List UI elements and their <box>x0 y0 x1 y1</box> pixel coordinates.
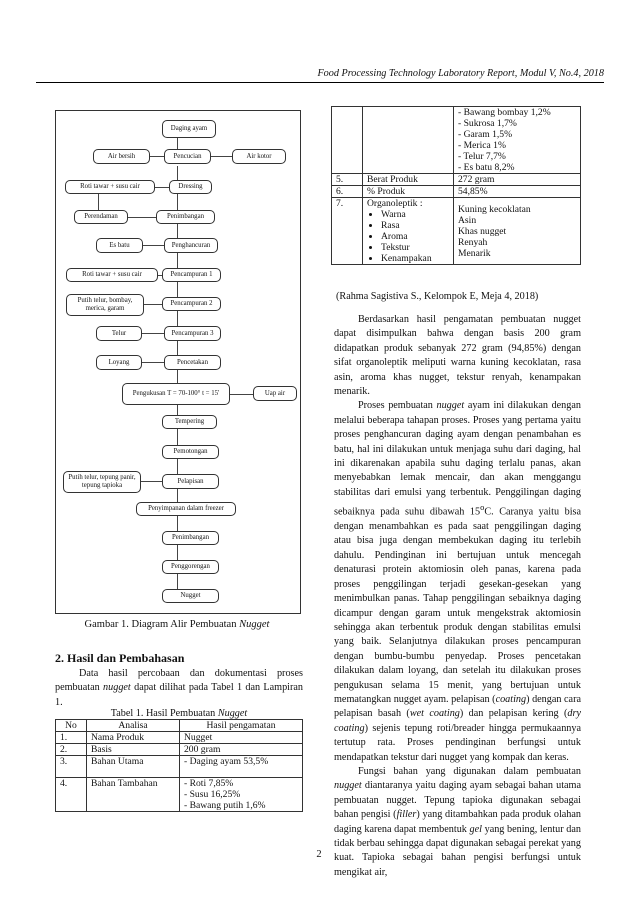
edge <box>142 362 164 363</box>
edge <box>141 481 162 482</box>
table-row: 2. Basis 200 gram <box>56 744 303 756</box>
edge <box>142 333 164 334</box>
list-item: - Bawang putih 1,6% <box>184 800 266 811</box>
paragraph: Berdasarkan hasil pengamatan pembuatan nugget dapat disimpulkan bahwa dengan basis 200 gram didapatkan produk sebanyak 272 gram (94,85%) dengan sifat organoleptik meliputi warna kuning kecoklatan, rasa asin, aroma khas nugget, tekstur renyah, kenampakan menarik. <box>334 314 581 398</box>
node-air-kotor: Air kotor <box>232 149 286 164</box>
list-item: - Es batu 8,2% <box>458 162 515 173</box>
results-table <box>55 719 303 812</box>
running-header: Food Processing Technology Laboratory Report, Modul V, No.4, 2018 <box>317 68 604 79</box>
table-row: 1. Nama Produk Nugget <box>56 732 303 744</box>
table-row: 6. % Produk 54,85% <box>332 186 581 198</box>
edge <box>150 156 164 157</box>
node-nugget: Nugget <box>162 589 219 603</box>
organoleptik-attributes <box>367 209 449 264</box>
intro-paragraph: Data hasil percobaan dan dokumentasi proses pembuatan nugget dapat dilihat pada Tabel 1 dan Lampiran 1. <box>55 668 304 708</box>
edge <box>177 515 178 532</box>
node-dressing: Dressing <box>169 180 212 194</box>
node-daging-ayam: Daging ayam <box>162 120 216 138</box>
edge <box>177 368 178 383</box>
list-item: - Bawang bombay 1,2% <box>458 107 551 118</box>
list-item: Khas nugget <box>458 225 507 237</box>
edge <box>177 572 178 590</box>
node-penimbangan-2: Penimbangan <box>162 531 219 545</box>
list-item: - Susu 16,25% <box>184 789 241 800</box>
node-pencucian: Pencucian <box>164 149 211 164</box>
edge <box>230 394 253 395</box>
figure-caption: Gambar 1. Diagram Alir Pembuatan Nugget <box>84 619 270 630</box>
node-telur: Telur <box>96 326 142 341</box>
node-penggorengan: Penggorengan <box>162 560 219 574</box>
node-pencampuran-1: Pencampuran 1 <box>162 268 221 282</box>
edge <box>143 245 164 246</box>
node-pemotongan: Pemotongan <box>162 445 219 459</box>
node-pencetakan: Pencetakan <box>164 355 221 370</box>
discussion-text <box>334 313 581 880</box>
table-row <box>332 107 581 174</box>
node-pencampuran-2: Pencampuran 2 <box>162 297 221 311</box>
edge <box>211 156 232 157</box>
list-item: Kuning kecoklatan <box>458 203 531 215</box>
col-analisa: Analisa <box>87 720 180 732</box>
node-perendaman: Perendaman <box>74 210 128 224</box>
list-item: - Roti 7,85% <box>184 778 234 789</box>
list-item: • Rasa <box>381 220 449 231</box>
list-item: • Warna <box>381 209 449 220</box>
col-hasil: Hasil pengamatan <box>180 720 303 732</box>
list-item: • Tekstur <box>381 242 449 253</box>
node-tempering: Tempering <box>162 415 217 429</box>
page-number: 2 <box>316 849 322 860</box>
table-row: 5. Berat Produk 272 gram <box>332 174 581 186</box>
list-item: Renyah <box>458 236 488 248</box>
node-putih-tepung: Putih telur, tepung panir, tepung tapioka <box>63 471 141 493</box>
node-roti-susu-1: Roti tawar + susu cair <box>65 180 155 194</box>
edge <box>144 304 162 305</box>
bahan-tambahan-list-cont <box>458 107 576 173</box>
node-loyang: Loyang <box>96 355 142 370</box>
list-item: - Garam 1,5% <box>458 129 513 140</box>
node-uap-air: Uap air <box>253 386 297 401</box>
paragraph: Fungsi bahan yang digunakan dalam pembuatan nugget diantaranya yaitu daging ayam sebagai bahan utama pembuatan nugget. Tepung tapioka digunakan sebagai bahan pengisi (filler) yang ditambahkan pada produk olahan daging karena dapat membentuk gel yang bening, lentur dan tidak berbau sehingga dapat digunakan sebagai perekat yang kuat. Tapioka sebagai bahan pengisi berfungsi untuk mengikat air, <box>334 765 582 878</box>
paragraph: Proses pembuatan nugget ayam ini dilakukan dengan melalui beberapa tahapan proses. Proses yang pertama yaitu proses penghancuran daging ayam dengan penambahan es batu, hal ini dilakukan untuk menjaga suhu dari daging, hal ini dikarenakan apabila suhu daging terlalu panas, akan menyebabkan lemak mencair, dan akan menggangu stabilitas dari emulsi yang terbentuk. Penggilingan daging sebaiknya pada suhu dibawah 15$^o$C. Caranya yaitu bisa dengan menambahkan es pada saat penggilingan daging atau bisa juga dengan membekukan daging itu terlebih dahulu. Pendinginan ini bertujuan untuk mencegah denaturasi protein aktomiosin oleh panas, karena pada proses penggilingan terjadi gesekan-gesekan yang menimbulkan panas. Tahap penggilingan sebaiknya daging dicampur dengan garam untuk mengekstrak aktomiosin sehingga akan terbentuk produk dengan stabilitas emulsi yang baik. Selanjutnya dilakukan proses pencampuran dengan bumbu-bumbu penyedap. Proses pencetakan dilakukan dalam loyang, dan setelah itu dilakukan proses pengukusan selama 15 menit, yang bertujuan untuk mematangkan nugget ayam. pelapisan (coating) dengan cara pelapisan basah (wet coating) dan pelapisan kering (dry coating) sejenis tepung roti/breader hingga permukaannya tertutup rata. Proses pendinginan berfungsi untuk mendapatkan tekstur dari nugget yang kompak dan keras. <box>334 400 582 763</box>
node-penghancuran: Penghancuran <box>164 238 218 253</box>
table-source: (Rahma Sagistiva S., Kelompok E, Meja 4, 2018) <box>336 291 539 302</box>
list-item: Menarik <box>458 247 491 259</box>
list-item: Asin <box>458 214 477 226</box>
node-es-batu: Es batu <box>96 238 143 253</box>
table-row: 3. Bahan Utama - Daging ayam 53,5% <box>56 756 303 778</box>
header-rule <box>36 82 604 83</box>
col-no: No <box>56 720 87 732</box>
edge <box>128 217 156 218</box>
table-header-row <box>56 720 303 732</box>
list-item: - Telur 7,7% <box>458 151 506 162</box>
list-item: • Kenampakan <box>381 253 449 264</box>
node-putih-telur: Putih telur, bombay, merica, garam <box>66 294 144 316</box>
node-pengukusan: Pengukusan T = 70-100° t = 15' <box>122 383 230 405</box>
section-title: 2. Hasil dan Pembahasan <box>55 651 185 665</box>
organoleptik-label: Organoleptik : <box>367 198 423 209</box>
node-roti-susu-2: Roti tawar + susu cair <box>66 268 158 282</box>
node-penimbangan-1: Penimbangan <box>156 210 215 224</box>
edge <box>155 187 169 188</box>
list-item: - Merica 1% <box>458 140 506 151</box>
node-pelapisan: Pelapisan <box>162 474 219 489</box>
node-penyimpanan: Penyimpanan dalam freezer <box>136 502 236 516</box>
flowchart <box>55 110 301 614</box>
node-air-bersih: Air bersih <box>93 149 150 164</box>
list-item: • Aroma <box>381 231 449 242</box>
results-table-continued <box>331 106 581 265</box>
bahan-tambahan-list <box>184 778 298 811</box>
node-pencampuran-3: Pencampuran 3 <box>164 326 221 341</box>
list-item: - Sukrosa 1,7% <box>458 118 517 129</box>
table1-caption: Tabel 1. Hasil Pembuatan Nugget <box>110 708 248 719</box>
table-row: 7. Organoleptik : • Warna • Rasa • Aroma • Tekstur • Kenampakan Kuning kecoklatan Asin Khas nugget Renyah Menarik <box>332 198 581 265</box>
edge <box>177 543 178 561</box>
table-row: 4. Bahan Tambahan - Roti 7,85% - Susu 16,25% - Bawang putih 1,6% <box>56 778 303 812</box>
